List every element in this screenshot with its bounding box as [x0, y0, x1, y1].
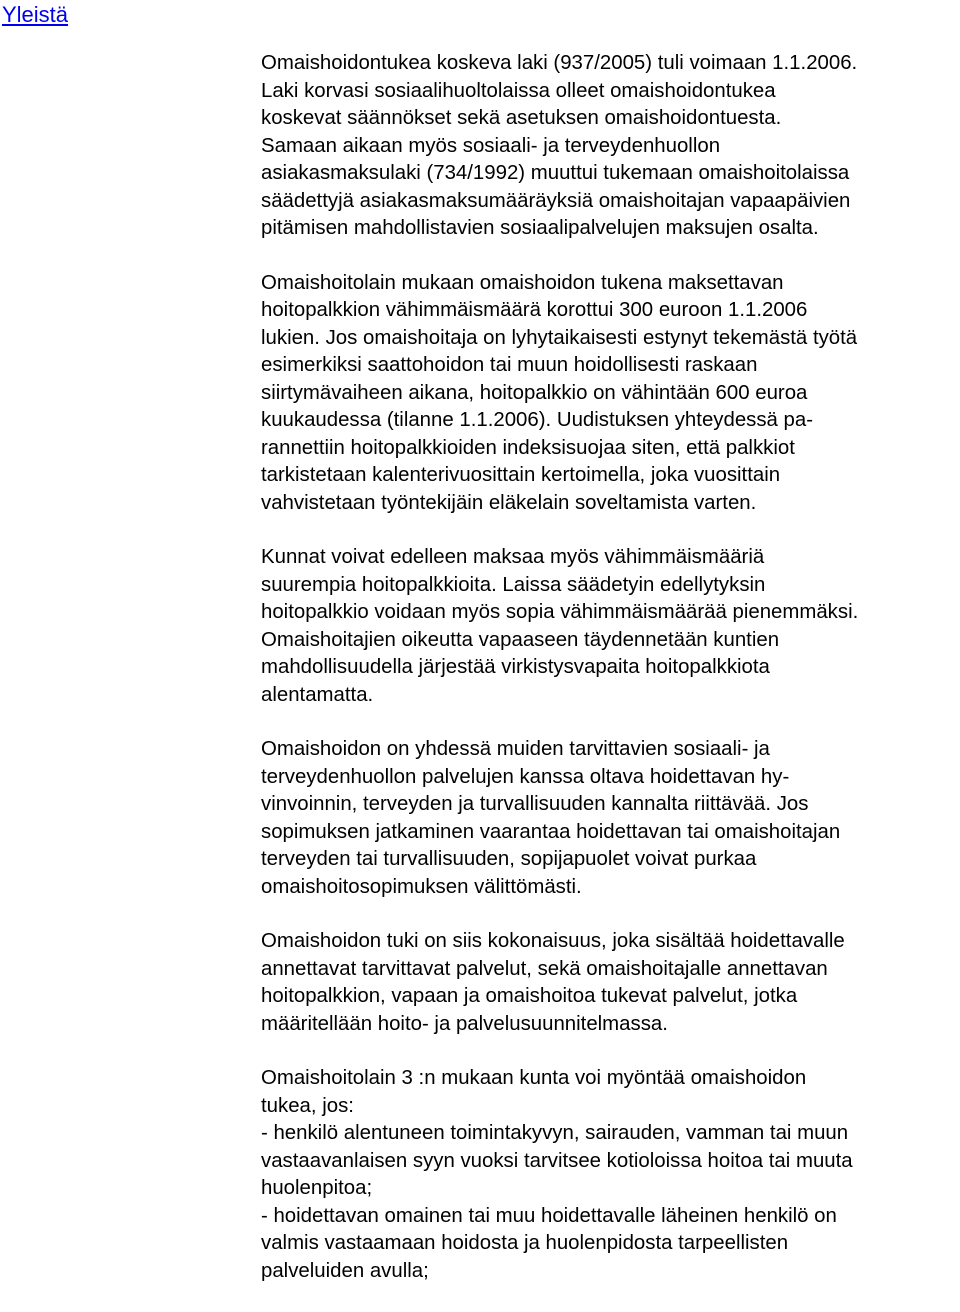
text-line: Omaishoidon tuki on siis kokonaisuus, joka sisältää hoidettavalle — [261, 930, 845, 952]
text-line: Omaishoidon on yhdessä muiden tarvittavien sosiaali- ja — [261, 738, 770, 760]
text-line: huolenpitoa; — [261, 1177, 373, 1199]
text-line: tarkistetaan kalenterivuosittain kertoimella, joka vuosittain — [261, 464, 781, 486]
paragraph-eligibility — [261, 1065, 960, 1285]
text-line: annettavat tarvittavat palvelut, sekä omaishoitajalle annettavan — [261, 957, 828, 980]
text-line: rannettiin hoitopalkkioiden indeksisuojaa siten, että palkkiot — [261, 436, 795, 459]
text-line: lukien. Jos omaishoitaja on lyhytaikaisesti estynyt tekemästä työtä — [261, 326, 858, 349]
text-line: terveyden tai turvallisuuden, sopijapuolet voivat purkaa — [261, 848, 757, 870]
paragraph-care-fee — [261, 270, 960, 518]
list-item: - henkilö alentuneen toimintakyvyn, sairauden, vamman tai muun — [261, 1122, 849, 1144]
list-item: - hoidettavan omainen tai muu hoidettavalle läheinen henkilö on — [261, 1204, 837, 1227]
text-line: omaishoitosopimuksen välittömästi. — [261, 875, 582, 898]
section-heading-link[interactable]: Yleistä — [2, 2, 69, 27]
text-line: Samaan aikaan myös sosiaali- ja terveydenhuollon — [261, 134, 721, 157]
text-line: vastaavanlaisen syyn vuoksi tarvitsee kotioloissa hoitoa tai muuta — [261, 1149, 853, 1172]
text-line: palveluiden avulla; — [261, 1259, 429, 1282]
paragraph-municipal-payments — [261, 544, 960, 709]
text-line: suurempia hoitopalkkioita. Laissa säädetyin edellytyksin — [261, 573, 766, 596]
text-line: Omaishoidontukea koskeva laki (937/2005) tuli voimaan 1.1.2006. — [261, 52, 858, 74]
paragraph-support-whole — [261, 928, 960, 1038]
text-line: Omaishoitolain 3 :n mukaan kunta voi myöntää omaishoidon — [261, 1067, 807, 1089]
text-line: vinvoinnin, terveyden ja turvallisuuden kannalta riittävää. Jos — [261, 793, 809, 815]
text-line: mahdollisuudella järjestää virkistysvapaita hoitopalkkiota — [261, 656, 770, 678]
text-line: Laki korvasi sosiaalihuoltolaissa olleet omaishoidontukea — [261, 79, 776, 102]
text-line: hoitopalkkion, vapaan ja omaishoitoa tukevat palvelut, jotka — [261, 985, 798, 1007]
text-line: Kunnat voivat edelleen maksaa myös vähimmäismääriä — [261, 546, 765, 568]
text-line: esimerkiksi saattohoidon tai muun hoidollisesti raskaan — [261, 354, 758, 376]
document-body — [261, 50, 960, 1312]
text-line: koskevat säännökset sekä asetuksen omaishoidontuesta. — [261, 107, 782, 129]
text-line: vahvistetaan työntekijäin eläkelain soveltamista varten. — [261, 491, 757, 514]
text-line: määritellään hoito- ja palvelusuunnitelmassa. — [261, 1012, 668, 1035]
text-line: Omaishoitolain mukaan omaishoidon tukena maksettavan — [261, 271, 784, 294]
text-line: valmis vastaamaan hoidosta ja huolenpidosta tarpeellisten — [261, 1232, 789, 1254]
text-line: Omaishoitajien oikeutta vapaaseen täydennetään kuntien — [261, 628, 780, 651]
text-line: asiakasmaksulaki (734/1992) muuttui tukemaan omaishoitolaissa — [261, 162, 850, 184]
text-line: terveydenhuollon palvelujen kanssa oltava hoidettavan hy- — [261, 765, 790, 788]
text-line: tukea, jos: — [261, 1094, 354, 1117]
text-line: hoitopalkkion vähimmäismäärä korottui 300 euroon 1.1.2006 — [261, 299, 808, 321]
paragraph-law-intro — [261, 50, 960, 243]
text-line: säädettyjä asiakasmaksumääräyksiä omaishoitajan vapaapäivien — [261, 189, 851, 212]
text-line: sopimuksen jatkaminen vaarantaa hoidettavan tai omaishoitajan — [261, 820, 841, 843]
paragraph-adequacy — [261, 736, 960, 901]
text-line: siirtymävaiheen aikana, hoitopalkkio on vähintään 600 euroa — [261, 381, 808, 404]
text-line: kuukaudessa (tilanne 1.1.2006). Uudistuksen yhteydessä pa- — [261, 409, 814, 431]
text-line: alentamatta. — [261, 683, 374, 706]
text-line: pitämisen mahdollistavien sosiaalipalvelujen maksujen osalta. — [261, 217, 819, 239]
text-line: hoitopalkkio voidaan myös sopia vähimmäismäärää pienemmäksi. — [261, 601, 859, 623]
